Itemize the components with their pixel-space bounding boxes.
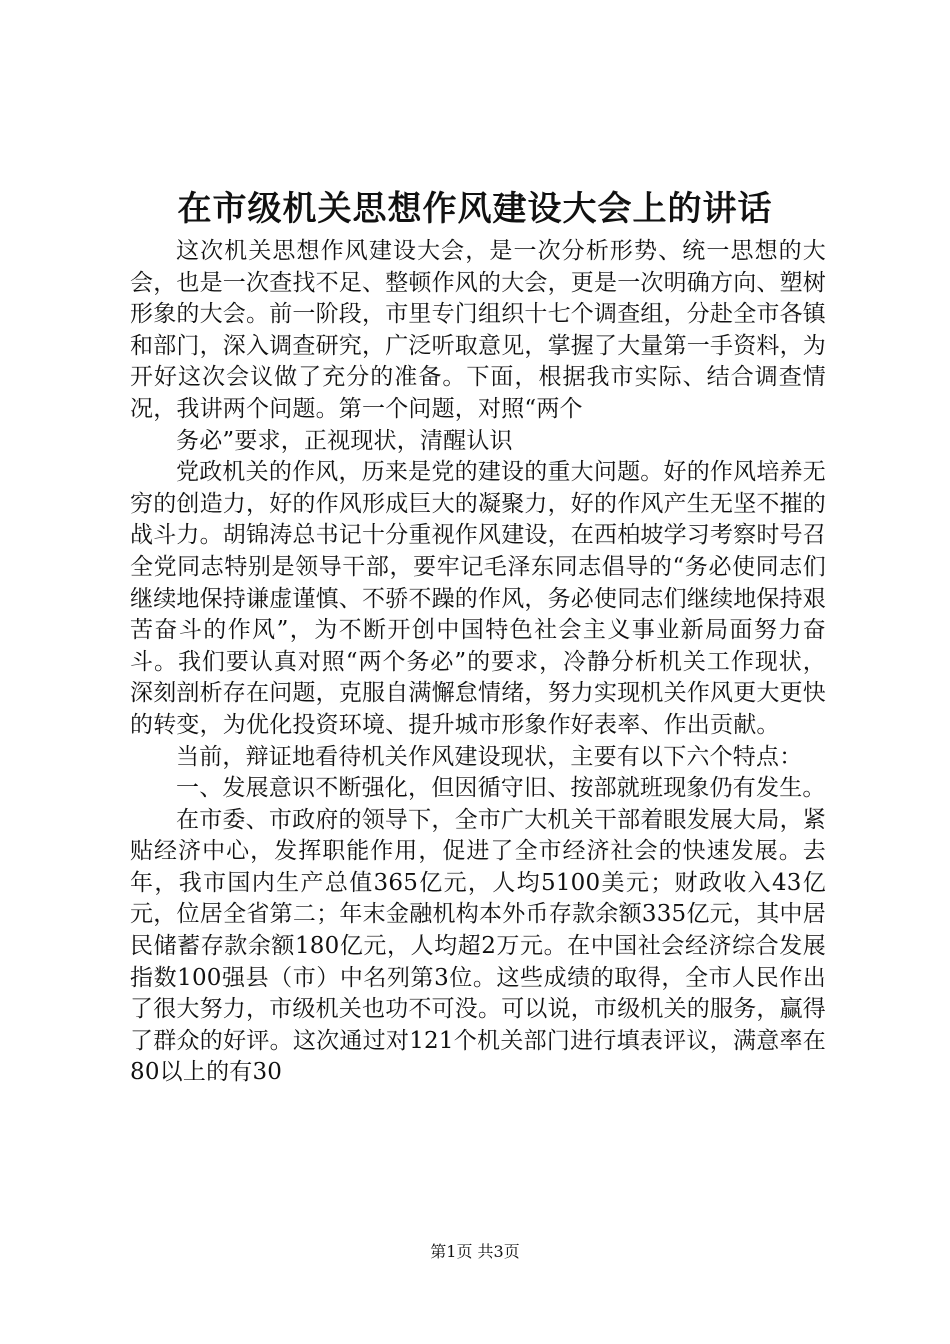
paragraph-current-status: 当前，辩证地看待机关作风建设现状，主要有以下六个特点： [176, 743, 803, 770]
paragraph-heading-1: 务必”要求，正视现状，清醒认识 [176, 427, 513, 454]
document-title: 在市级机关思想作风建设大会上的讲话 [177, 189, 773, 229]
paragraph-achievements: 在市委、市政府的领导下，全市广大机关干部着眼发展大局，紧贴经济中心，发挥职能作用，促进了全市经济社会的快速发展。去年，我市国内生产总值365亿元，人均5100美元；财政收入43亿元，位居全省第二；年末金融机构本外币存款余额335亿元，其中居民储蓄存款余额180亿元，人均超2万元。在中国社会经济综合发展指数100强县（市）中名列第3位。这些成绩的取得，全市人民作出了很大努力，市级机关也功不可没。可以说，市级机关的服务，赢得了群众的好评。这次通过对121个机关部门进行填表评议，满意率在80以上的有30 [130, 806, 826, 1086]
paragraph-party-style: 党政机关的作风，历来是党的建设的重大问题。好的作风培养无穷的创造力，好的作风形成巨大的凝聚力，好的作风产生无坚不摧的战斗力。胡锦涛总书记十分重视作风建设，在西柏坡学习考察时号召全党同志特别是领导干部，要牢记毛泽东同志倡导的“务必使同志们继续地保持谦虚谨慎、不骄不躁的作风，务必使同志们继续地保持艰苦奋斗的作风”，为不断开创中国特色社会主义事业新局面努力奋斗。我们要认真对照“两个务必”的要求，冷静分析机关工作现状，深刻剖析存在问题，克服自满懈怠情绪，努力实现机关作风更大更快的转变，为优化投资环境、提升城市形象作好表率、作出贡献。 [130, 459, 826, 738]
document-body [130, 236, 826, 1089]
page-footer: 第1页 共3页 [430, 1242, 520, 1261]
paragraph-intro: 这次机关思想作风建设大会，是一次分析形势、统一思想的大会，也是一次查找不足、整顿作风的大会，更是一次明确方向、塑树形象的大会。前一阶段，市里专门组织十七个调查组，分赴全市各镇和部门，深入调查研究，广泛听取意见，掌握了大量第一手资料，为开好这次会议做了充分的准备。下面，根据我市实际、结合调查情况，我讲两个问题。第一个问题，对照“两个 [130, 238, 826, 422]
paragraph-point-1: 一、发展意识不断强化，但因循守旧、按部就班现象仍有发生。 [176, 775, 826, 802]
